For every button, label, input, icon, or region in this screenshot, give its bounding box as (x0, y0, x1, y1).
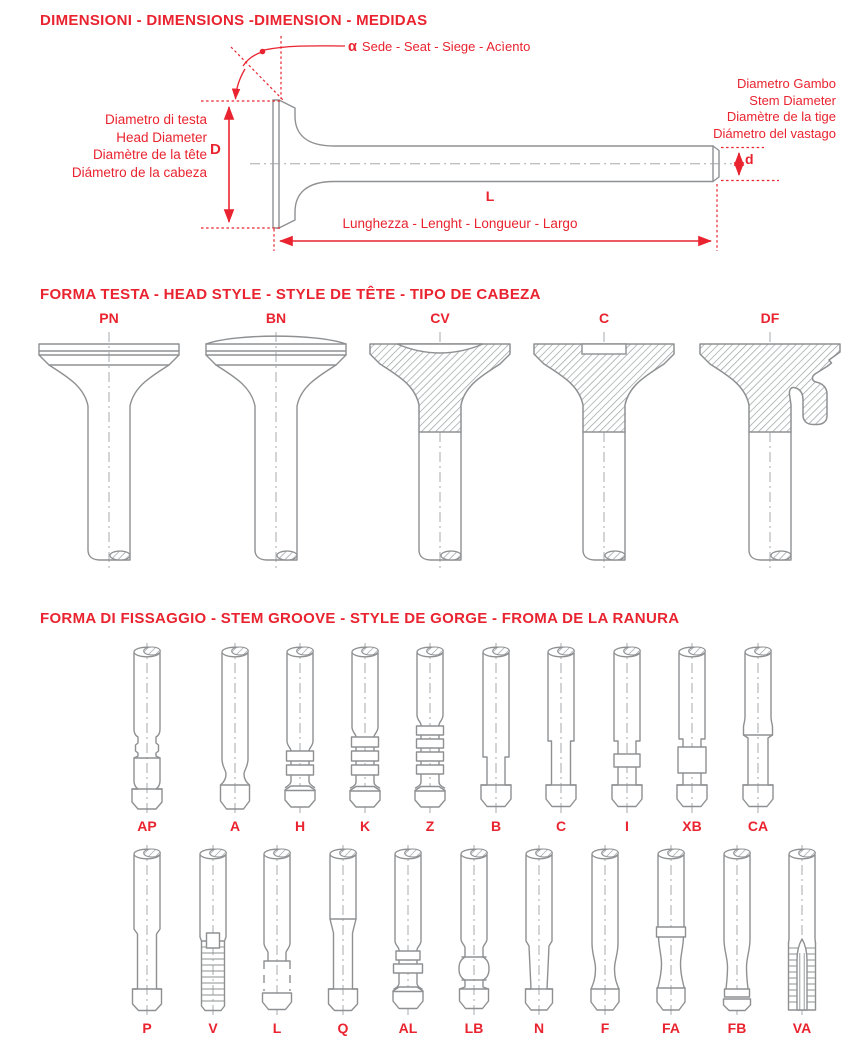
stem-groove-item-q (315, 843, 371, 1036)
stem-groove-label: FA (662, 1020, 680, 1036)
stem-groove-item-al (380, 843, 436, 1036)
stem-groove-item-l (249, 843, 305, 1036)
head-style-drawing-cv (365, 332, 515, 572)
stem-groove-item-z (402, 641, 458, 834)
stem-grooves-title: FORMA DI FISSAGGIO - STEM GROOVE - STYLE DE GORGE - FROMA DE LA RANURA (40, 610, 680, 627)
stem-groove-drawing-ap (119, 641, 175, 817)
stem-groove-item-k (337, 641, 393, 834)
stem-groove-drawing-lb (446, 843, 502, 1019)
stem-groove-drawing-xb (664, 641, 720, 817)
seat-angle-arc-arrow (236, 69, 246, 99)
stem-groove-item-v (185, 843, 241, 1036)
stem-groove-drawing-n (511, 843, 567, 1019)
head-diameter-line-it: Diametro di testa (104, 112, 207, 127)
stem-diameter-line-fr: Diamètre de la tige (726, 109, 836, 124)
head-style-label: C (598, 310, 610, 326)
stem-groove-drawing-fa (643, 843, 699, 1019)
stem-groove-item-c (533, 641, 589, 834)
head-style-item-c (529, 310, 679, 572)
stem-groove-drawing-z (402, 641, 458, 817)
head-style-drawing-df (695, 332, 845, 572)
stem-groove-item-xb (664, 641, 720, 834)
stem-groove-label: LB (464, 1020, 484, 1036)
stem-groove-drawing-q (315, 843, 371, 1019)
stem-groove-drawing-c (533, 641, 589, 817)
head-style-drawing-c (529, 332, 679, 572)
seat-label-text: Sede - Seat - Siege - Acìento (361, 39, 531, 54)
stem-groove-label: VA (792, 1020, 812, 1036)
stem-groove-drawing-fb (709, 843, 765, 1019)
stem-groove-label: FB (727, 1020, 747, 1036)
head-style-drawing-bn (201, 332, 351, 572)
head-diameter-line-en: Head Diameter (116, 129, 207, 145)
seat-angle-arc-upper (243, 52, 262, 66)
stem-groove-item-fb (709, 843, 765, 1036)
head-style-item-pn (34, 310, 184, 572)
stem-groove-drawing-f (577, 843, 633, 1019)
stem-groove-item-ca (730, 641, 786, 834)
stem-groove-drawing-p (119, 843, 175, 1019)
stem-groove-label: AP (137, 818, 157, 834)
alpha-symbol: α (348, 39, 357, 55)
stem-groove-label: P (142, 1020, 152, 1036)
stem-groove-item-va (774, 843, 830, 1036)
head-styles-title: FORMA TESTA - HEAD STYLE - STYLE DE TÊTE - TIPO DE CABEZA (40, 286, 541, 303)
stem-groove-label: F (600, 1020, 610, 1036)
dim-D: D (210, 141, 221, 158)
stem-groove-drawing-l (249, 843, 305, 1019)
head-diameter-line-es: Diámetro de la cabeza (71, 164, 207, 180)
stem-groove-label: V (208, 1020, 218, 1036)
stem-groove-label: C (555, 818, 567, 834)
seat-leader-line (264, 46, 345, 50)
stem-groove-item-n (511, 843, 567, 1036)
stem-groove-item-b (468, 641, 524, 834)
seat-angle-construction-line (231, 47, 284, 101)
stem-groove-item-p (119, 843, 175, 1036)
stem-groove-item-f (577, 843, 633, 1036)
stem-groove-item-h (272, 641, 328, 834)
dim-L: L (485, 188, 495, 204)
stem-groove-drawing-a (207, 641, 263, 817)
head-style-item-bn (201, 310, 351, 572)
stem-groove-label: K (359, 818, 371, 834)
stem-groove-label: Z (425, 818, 435, 834)
length-label: Lunghezza - Lenght - Longueur - Largo (342, 216, 578, 231)
stem-groove-label: H (294, 818, 306, 834)
head-style-label: CV (430, 310, 450, 326)
stem-groove-drawing-k (337, 641, 393, 817)
head-style-label: BN (265, 310, 287, 326)
stem-groove-item-lb (446, 843, 502, 1036)
stem-groove-drawing-v (185, 843, 241, 1019)
stem-groove-item-a (207, 641, 263, 834)
stem-diameter-line-es: Diámetro del vastago (713, 125, 836, 141)
stem-groove-drawing-va (774, 843, 830, 1019)
stem-groove-drawing-h (272, 641, 328, 817)
stem-groove-label: Q (337, 1020, 349, 1036)
stem-diameter-label (636, 76, 836, 142)
head-diameter-line-fr: Diamètre de la tête (92, 147, 207, 162)
stem-groove-label: B (490, 818, 502, 834)
stem-groove-drawing-b (468, 641, 524, 817)
head-style-drawing-pn (34, 332, 184, 572)
stem-groove-item-ap (119, 641, 175, 834)
stem-groove-drawing-al (380, 843, 436, 1019)
stem-groove-label: N (533, 1020, 545, 1036)
dimensions-title: DIMENSIONI - DIMENSIONS -DIMENSION - MEDIDAS (40, 12, 428, 29)
stem-groove-drawing-i (599, 641, 655, 817)
head-style-label: PN (99, 310, 119, 326)
stem-groove-item-i (599, 641, 655, 834)
stem-groove-label: CA (747, 818, 769, 834)
stem-groove-drawing-ca (730, 641, 786, 817)
seat-label (348, 39, 530, 55)
head-diameter-label (0, 111, 207, 181)
stem-groove-label: XB (682, 818, 702, 834)
head-style-item-cv (365, 310, 515, 572)
stem-diameter-line-en: Stem Diameter (749, 92, 836, 108)
head-style-label: DF (760, 310, 780, 326)
stem-diameter-line-it: Diametro Gambo (737, 76, 836, 91)
stem-groove-label: A (229, 818, 241, 834)
stem-groove-label: I (625, 818, 629, 834)
head-style-item-df (695, 310, 845, 572)
stem-groove-label: AL (398, 1020, 418, 1036)
stem-groove-item-fa (643, 843, 699, 1036)
dim-d: d (745, 151, 754, 167)
stem-groove-label: L (272, 1020, 282, 1036)
